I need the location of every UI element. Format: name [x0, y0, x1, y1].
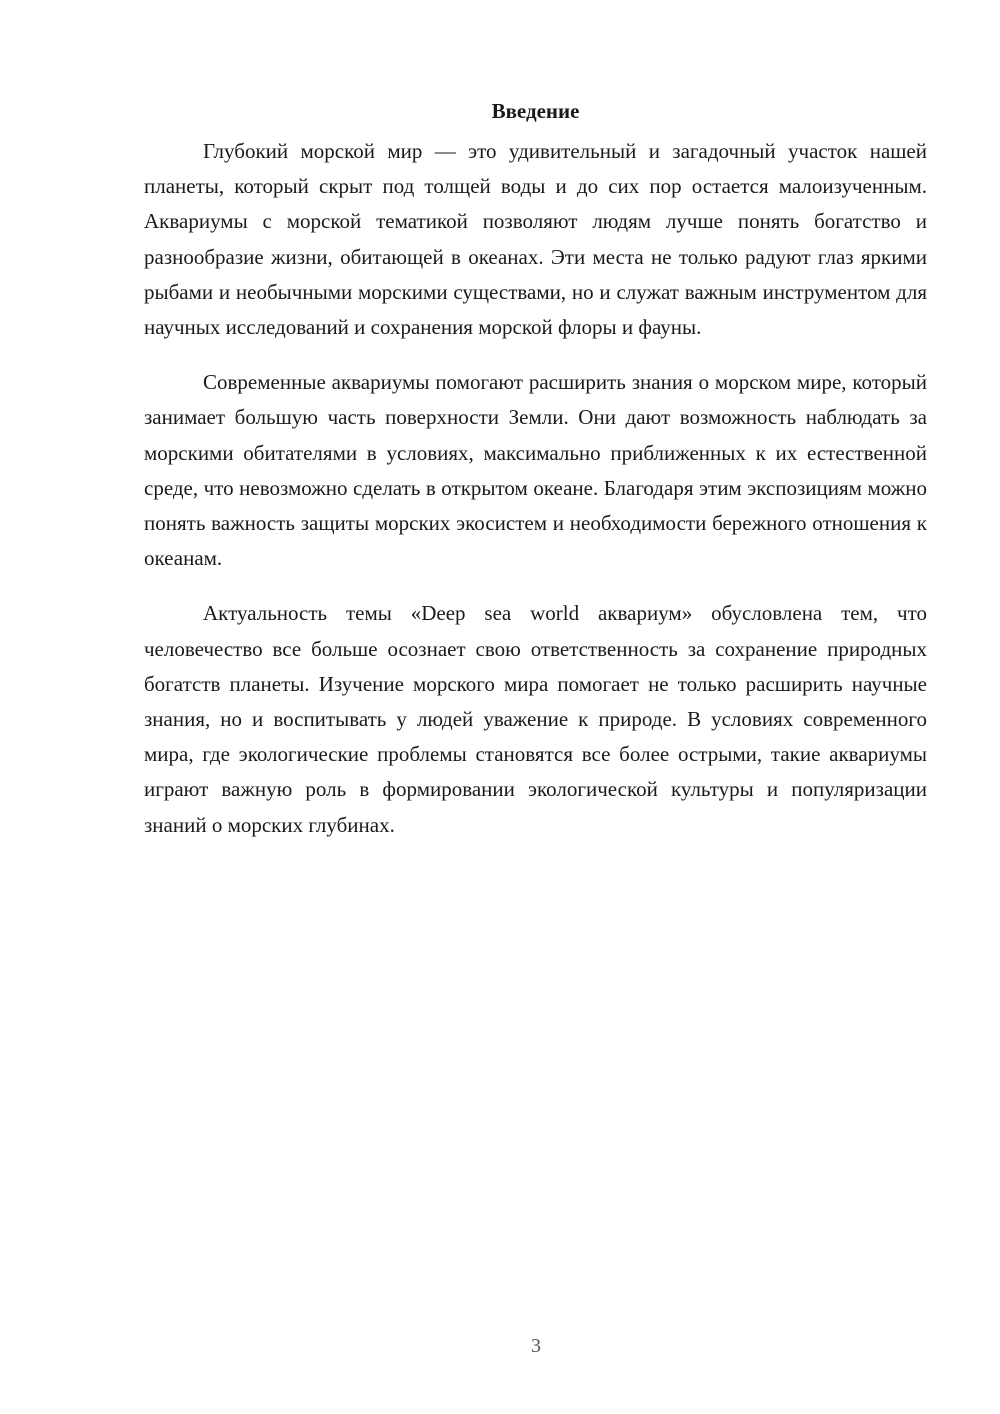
page-number: 3: [531, 1335, 541, 1357]
paragraph-1: Глубокий морской мир — это удивительный и загадочный участок нашей планеты, который скрыт под толщей воды и до сих пор остается малоизученным. Аквариумы с морской тематикой позволяют людям лучше понять богатство и разнообразие жизни, обитающей в океанах. Эти места не только радуют глаз яркими рыбами и необычными морскими существами, но и служат важным инструментом для научных исследований и сохранения морской флоры и фауны.: [144, 139, 927, 340]
paragraph-2: Современные аквариумы помогают расширить знания о морском мире, который занимает большую часть поверхности Земли. Они дают возможность наблюдать за морскими обитателями в условиях, максимально приближенных к их естественной среде, что невозможно сделать в открытом океане. Благодаря этим экспозициям можно понять важность защиты морских экосистем и необходимости бережного отношения к океанам.: [144, 370, 927, 571]
paragraph-3: Актуальность темы «Deep sea world аквариум» обусловлена тем, что человечество все больше осознает свою ответственность за сохранение природных богатств планеты. Изучение морского мира помогает не только расширить научные знания, но и воспитывать у людей уважение к природе. В условиях современного мира, где экологические проблемы становятся все более острыми, такие аквариумы играют важную роль в формировании экологической культуры и популяризации знаний о морских глубинах.: [144, 601, 927, 837]
section-title: Введение: [491, 99, 580, 123]
page-content: [144, 96, 927, 863]
